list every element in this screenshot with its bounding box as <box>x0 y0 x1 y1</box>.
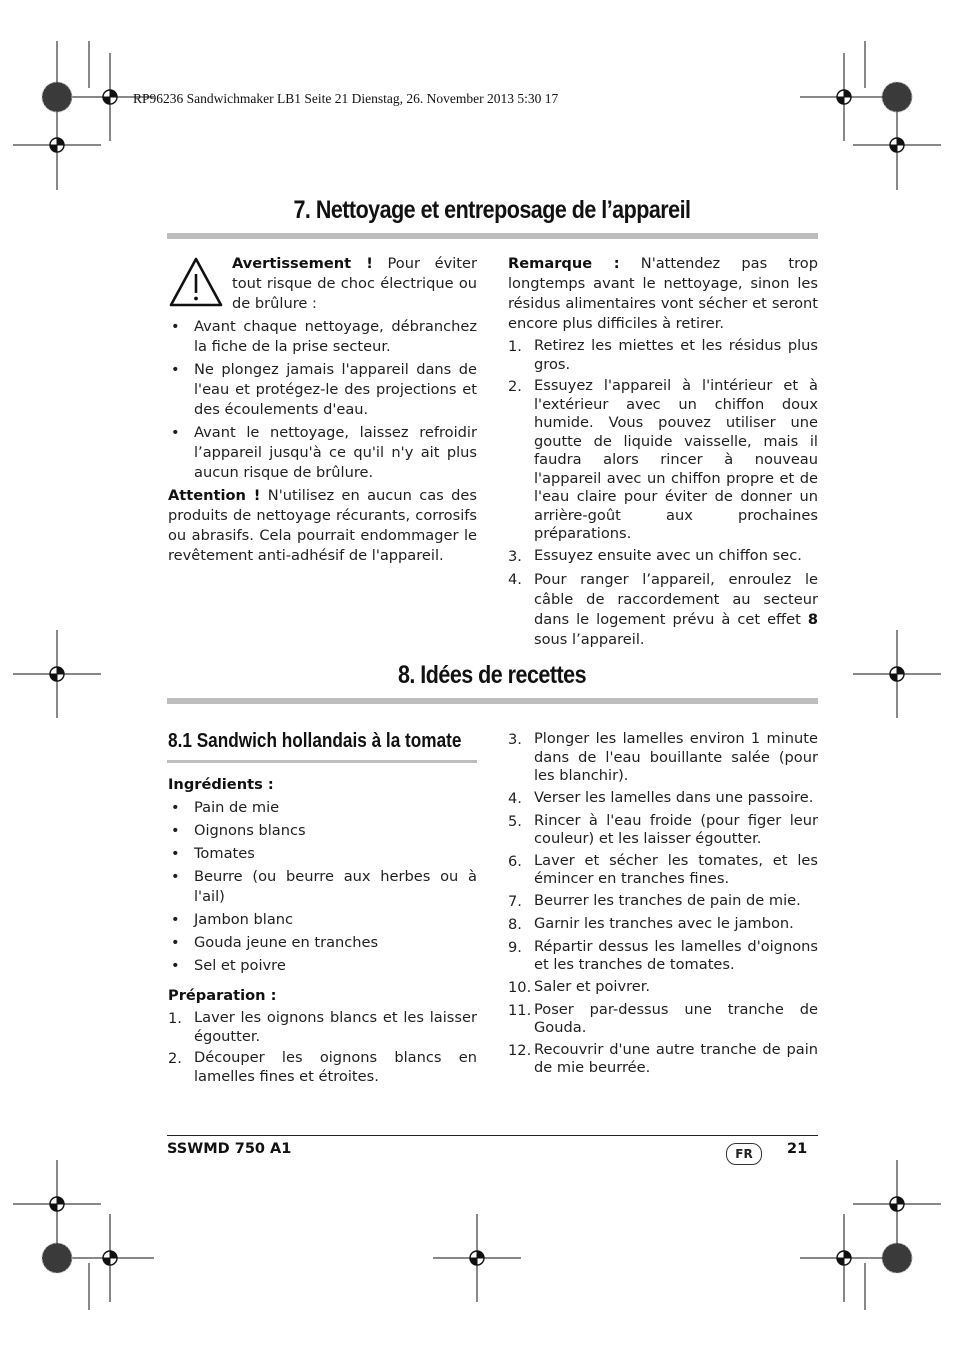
list-item: 9. Répartir dessus les lamelles d'oignons et les tranches de tomates. <box>508 937 818 973</box>
attention-label: Attention ! <box>168 487 261 504</box>
print-slug-line: RP96236 Sandwichmaker LB1 Seite 21 Dienstag, 26. November 2013 5:30 17 <box>133 91 559 106</box>
list-item: 2. Découper les oignons blancs en lamelles fines et étroites. <box>168 1049 477 1085</box>
ingredients-label: Ingrédients : <box>168 776 274 793</box>
list-item: 4. Pour ranger l’appareil, enroulez le câble de raccordement au secteur dans le logement prévu à cet effet 8 sous l’appareil. <box>508 570 818 648</box>
attention-text: N'utilisez en aucun cas des produits de nettoyage récurants, corrosifs ou abrasifs. Cela pourrait endommager le revêtement anti-adhésif de l'appareil. <box>168 487 478 564</box>
list-item: 3. Plonger les lamelles environ 1 minute dans de l'eau bouillante salée (pour les blanchir). <box>508 730 818 784</box>
list-item: 6. Laver et sécher les tomates, et les émincer en tranches fines. <box>508 851 818 887</box>
list-item: • Ne plongez jamais l'appareil dans de l'eau et protégez-le des projections et des écoulements d'eau. <box>168 360 477 420</box>
footer-rule <box>167 1135 818 1136</box>
section-8-right-column <box>508 727 818 1078</box>
section-7-rule <box>167 233 818 239</box>
remark-label: Remarque : <box>508 255 620 272</box>
preparation-list-right <box>508 730 818 1078</box>
list-item: 5. Rincer à l'eau froide (pour figer leur couleur) et les laisser égoutter. <box>508 811 818 847</box>
preparation-label: Préparation : <box>168 987 277 1004</box>
list-item: 1. Laver les oignons blancs et les laisser égoutter. <box>168 1009 477 1045</box>
cleaning-steps-list <box>508 337 818 650</box>
page-number: 21 <box>787 1141 808 1157</box>
section-7-title: 7. Nettoyage et entreposage de l’appareil <box>293 196 691 224</box>
remark-text: N'attendez pas trop longtemps avant le nettoyage, sinon les résidus alimentaires vont sécher et seront encore plus difficiles à retirer. <box>508 255 818 332</box>
list-item: • Tomates <box>168 844 477 864</box>
list-item: 7. Beurrer les tranches de pain de mie. <box>508 891 801 910</box>
language-badge: FR <box>726 1143 762 1165</box>
model-number: SSWMD 750 A1 <box>167 1141 292 1157</box>
section-8-left-column <box>168 775 477 1086</box>
list-item: • Avant le nettoyage, laissez refroidir l’appareil jusqu'à ce qu'il n'y ait plus aucun risque de brûlure. <box>168 423 477 483</box>
list-item: 2. Essuyez l'appareil à l'intérieur et à l'extérieur avec un chiffon doux humide. Vous pouvez utiliser une goutte de liquide vaisselle, mais il faudra alors rincer à nouveau l'appareil avec un chiffon propre et de l'eau claire pour éviter de donner un arrière-goût aux prochaines préparations. <box>508 377 818 542</box>
ingredients-list <box>168 798 477 976</box>
warning-paragraph <box>232 254 477 314</box>
section-8-rule <box>167 698 818 704</box>
list-item: • Oignons blancs <box>168 821 477 841</box>
subsection-8-1-rule <box>167 760 477 763</box>
list-item: • Pain de mie <box>168 798 477 818</box>
list-item: 11. Poser par-dessus une tranche de Gouda. <box>508 1000 818 1036</box>
list-item: 12. Recouvrir d'une autre tranche de pain de mie beurrée. <box>508 1040 818 1076</box>
list-item: • Gouda jeune en tranches <box>168 933 477 953</box>
list-item: 3. Essuyez ensuite avec un chiffon sec. <box>508 546 802 565</box>
section-7-left-column <box>168 314 477 566</box>
list-item: • Beurre (ou beurre aux herbes ou à l'ail) <box>168 867 477 907</box>
list-item: 4. Verser les lamelles dans une passoire. <box>508 788 814 807</box>
section-8-title: 8. Idées de recettes <box>397 661 587 689</box>
list-item: 1. Retirez les miettes et les résidus plus gros. <box>508 337 818 373</box>
warning-text: Pour éviter tout risque de choc électrique ou de brûlure : <box>232 255 477 312</box>
list-item: • Sel et poivre <box>168 956 477 976</box>
warning-label: Avertissement ! <box>232 255 373 272</box>
list-item: • Jambon blanc <box>168 910 477 930</box>
section-7-right-column <box>508 254 818 650</box>
warning-triangle-icon <box>168 256 224 308</box>
list-item: 10. Saler et poivrer. <box>508 977 651 996</box>
list-item: 8. Garnir les tranches avec le jambon. <box>508 914 794 933</box>
subsection-8-1-title: 8.1 Sandwich hollandais à la tomate <box>168 730 462 752</box>
list-item: • Avant chaque nettoyage, débranchez la fiche de la prise secteur. <box>168 317 477 357</box>
warning-bullet-list <box>168 317 477 483</box>
preparation-list-left <box>168 1009 477 1086</box>
